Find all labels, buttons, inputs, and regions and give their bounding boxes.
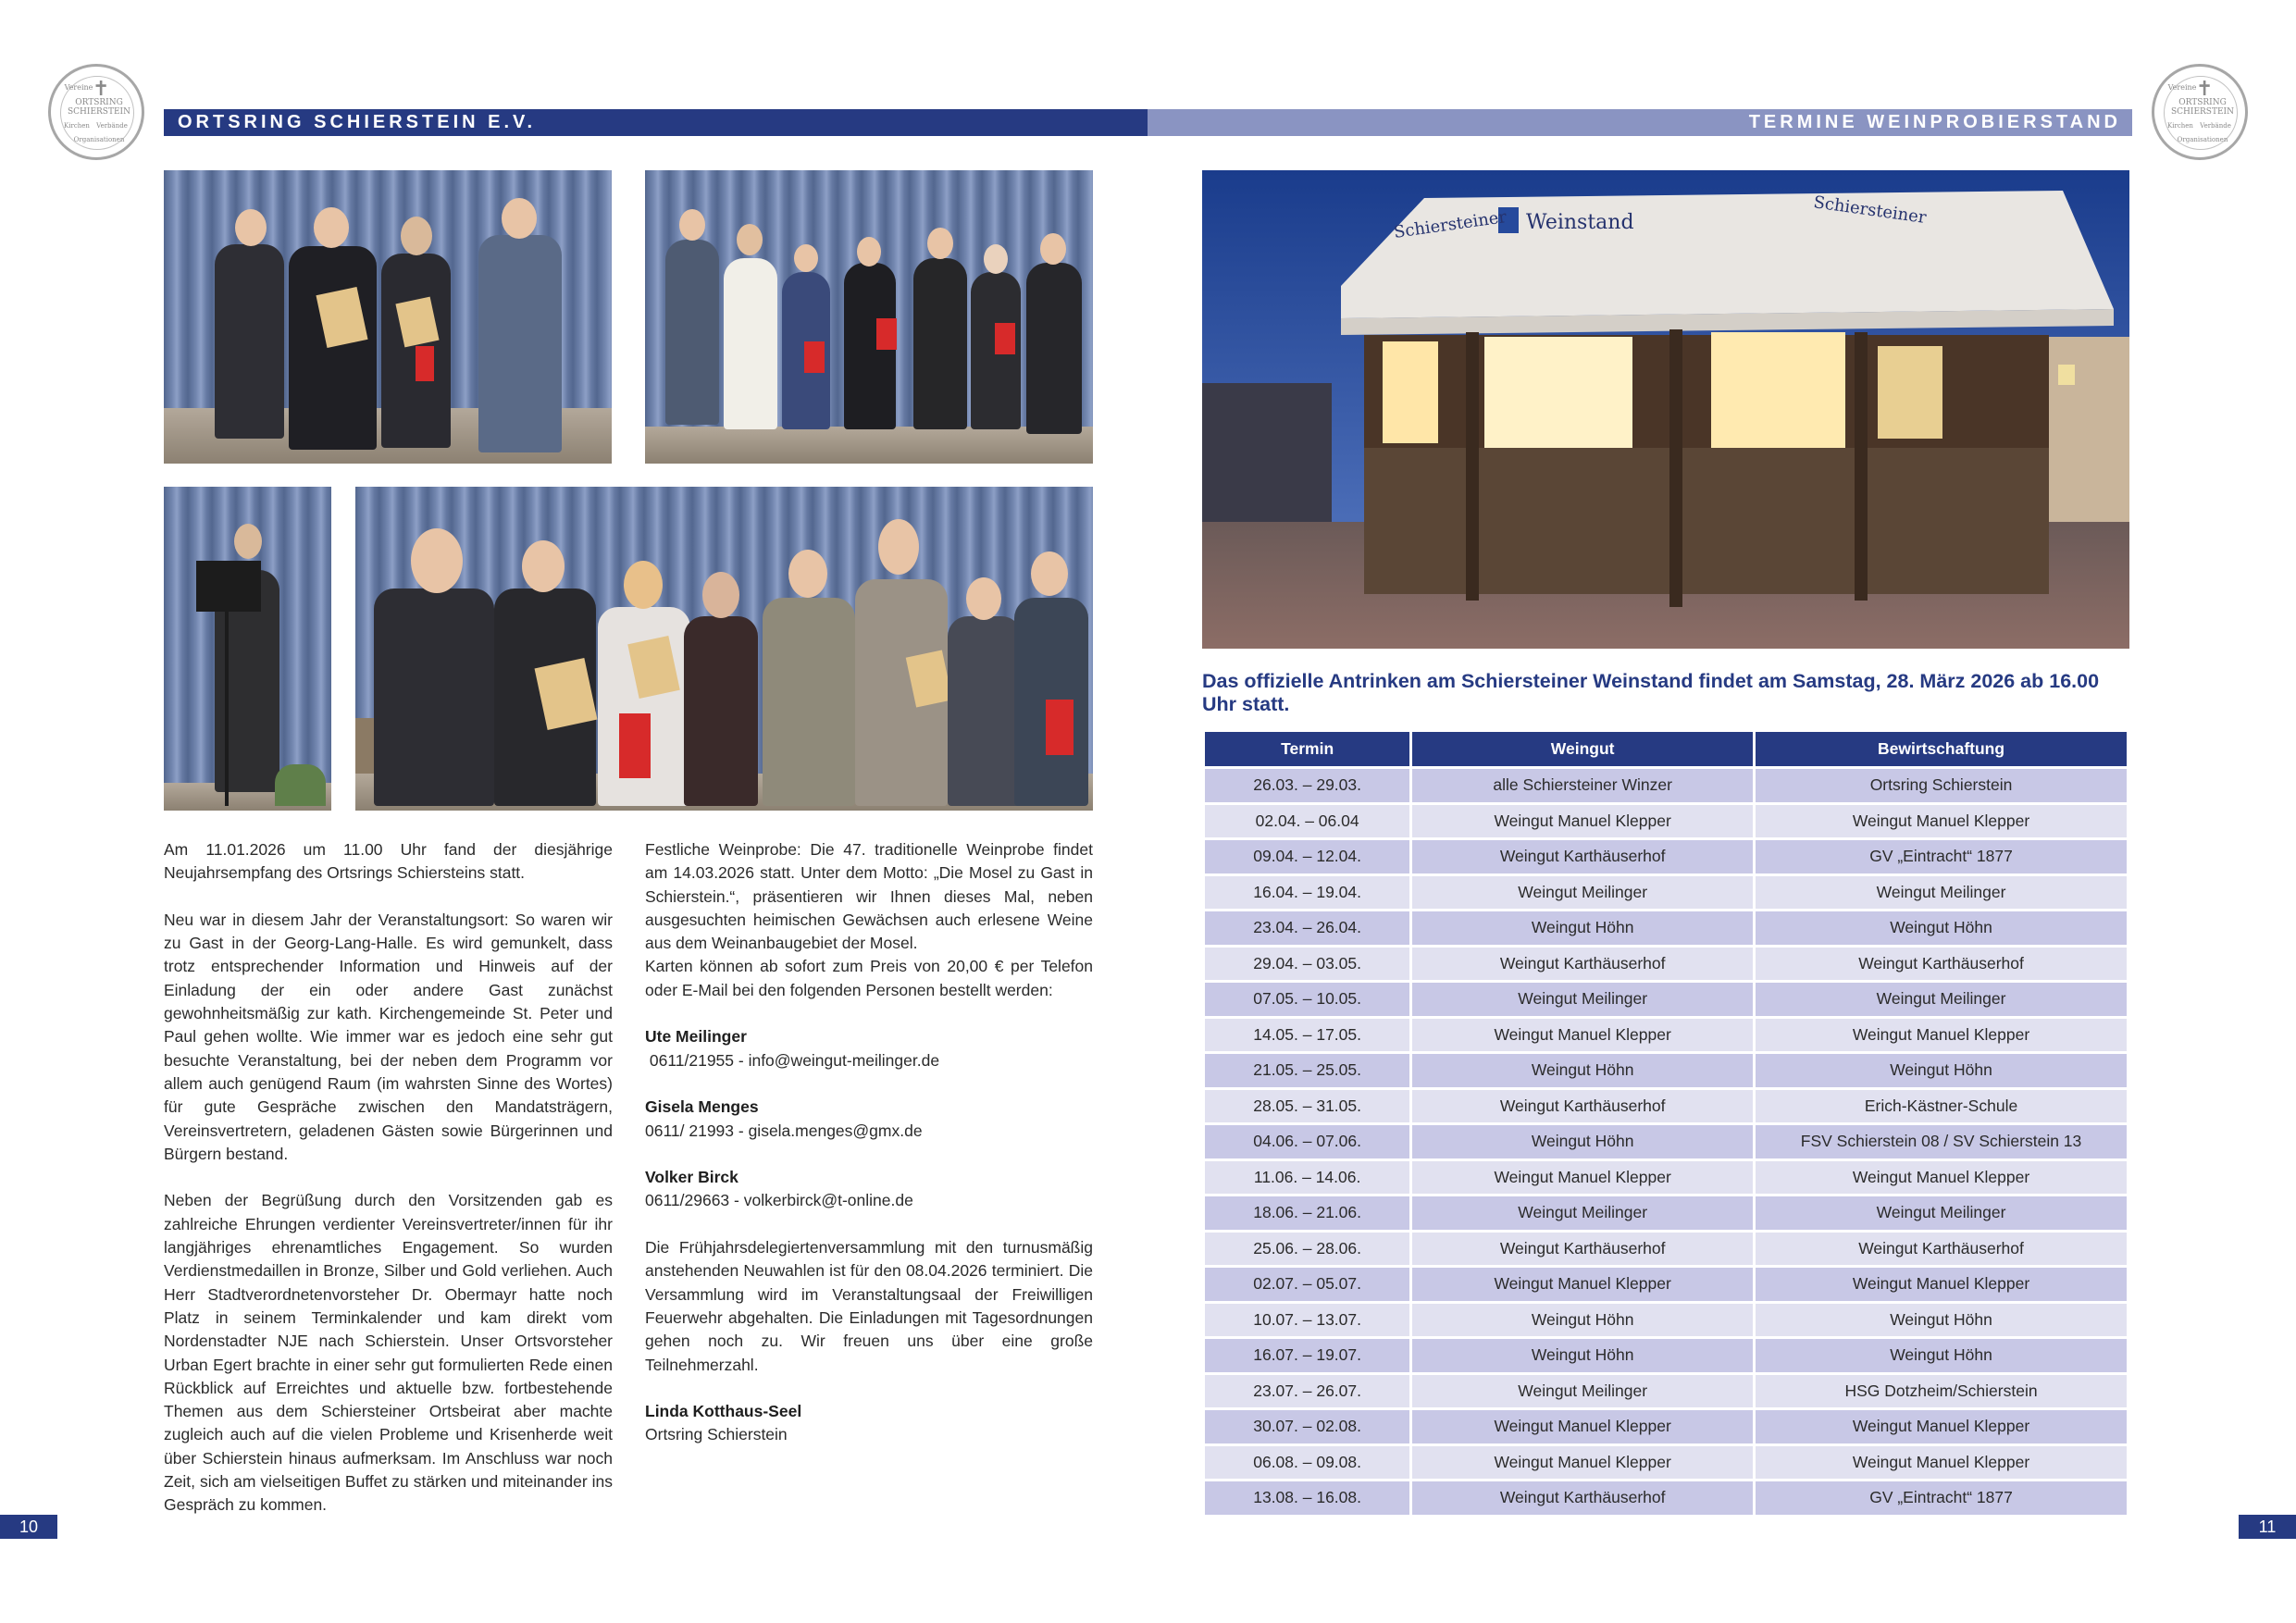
cell-weingut: Weingut Meilinger (1412, 983, 1753, 1019)
cell-bewirtschaftung: Erich-Kästner-Schule (1756, 1090, 2127, 1126)
table-row (1205, 840, 2127, 876)
cell-bewirtschaftung: Weingut Höhn (1756, 911, 2127, 948)
paragraph: Neu war in diesem Jahr der Veranstaltungsort: So waren wir zu Gast in der Georg-Lang-Halle. Es wird gemunkelt, dass trotz entsprechender Information und Hinweis auf der Einladung der ein oder andere Gast zunächst gewohnheitsmäßig zur kath. Kirchengemeinde St. Peter und Paul gehen wollte. Wie immer war es jedoch eine sehr gut besuchte Veranstaltung, bei der neben dem Programm vor allem auch genügend Raum (im wahrsten Sinne des Wortes) für gute Gespräche zwischen den Mandatsträgern, Vereinsvertretern, geladenen Gästen sowie Bürgerinnen und Bürgern bestand. (164, 910, 613, 1163)
contact-name: Ute Meilinger (645, 1027, 747, 1047)
cell-bewirtschaftung: FSV Schierstein 08 / SV Schierstein 13 (1756, 1125, 2127, 1161)
signature-org: Ortsring Schierstein (645, 1425, 788, 1444)
cell-weingut: alle Schiersteiner Winzer (1412, 769, 1753, 805)
table-row (1205, 1233, 2127, 1269)
cell-weingut: Weingut Manuel Klepper (1412, 1410, 1753, 1446)
table-row (1205, 1375, 2127, 1411)
cell-weingut: Weingut Höhn (1412, 1304, 1753, 1340)
cell-bewirtschaftung: Weingut Karthäuserhof (1756, 948, 2127, 984)
cell-termin: 10.07. – 13.07. (1205, 1304, 1409, 1340)
cell-termin: 30.07. – 02.08. (1205, 1410, 1409, 1446)
svg-text:Schiersteiner: Schiersteiner (1392, 207, 1508, 242)
paragraph-weinprobe: Festliche Weinprobe: Die 47. traditionelle Weinprobe findet am 14.03.2026 statt. Unter dem Motto: „Die Mosel zu Gast in Schierstein.“, präsentieren wir Ihnen dieses Mal, neben ausgesuchten heimischen Gewächsen auch erlesene Weine aus dem Weinanbaugebiet der Mosel. (645, 840, 1093, 953)
cell-weingut: Weingut Meilinger (1412, 1375, 1753, 1411)
contact-name: Gisela Menges (645, 1097, 759, 1117)
cell-bewirtschaftung: GV „Eintracht“ 1877 (1756, 1481, 2127, 1518)
cell-weingut: Weingut Meilinger (1412, 876, 1753, 912)
cell-termin: 21.05. – 25.05. (1205, 1054, 1409, 1090)
photo-speaker-podium (164, 487, 331, 811)
page-number-left: 10 (0, 1515, 57, 1539)
header-title-left: ORTSRING SCHIERSTEIN E.V. (178, 112, 537, 132)
cell-termin: 29.04. – 03.05. (1205, 948, 1409, 984)
cell-weingut: Weingut Manuel Klepper (1412, 1446, 1753, 1482)
cell-termin: 16.07. – 19.07. (1205, 1339, 1409, 1375)
cell-termin: 25.06. – 28.06. (1205, 1233, 1409, 1269)
cell-bewirtschaftung: Weingut Höhn (1756, 1339, 2127, 1375)
photo-weinstand-booth (1202, 170, 2129, 649)
cell-termin: 23.04. – 26.04. (1205, 911, 1409, 948)
table-row (1205, 1161, 2127, 1197)
table-row (1205, 1339, 2127, 1375)
cell-weingut: Weingut Höhn (1412, 911, 1753, 948)
ortsring-seal-logo-right: ✝ ORTSRING SCHIERSTEIN Vereine Kirchen Verbände Organisationen (2152, 64, 2248, 160)
cell-bewirtschaftung: Weingut Manuel Klepper (1756, 1410, 2127, 1446)
article-column-neujahrsempfang (164, 838, 613, 1518)
cell-weingut: Weingut Karthäuserhof (1412, 1090, 1753, 1126)
table-row (1205, 1268, 2127, 1304)
cell-weingut: Weingut Manuel Klepper (1412, 1161, 1753, 1197)
cell-weingut: Weingut Karthäuserhof (1412, 840, 1753, 876)
cell-termin: 11.06. – 14.06. (1205, 1161, 1409, 1197)
cell-weingut: Weingut Karthäuserhof (1412, 948, 1753, 984)
header-title-right: TERMINE WEINPROBIERSTAND (1748, 112, 2121, 132)
column-header-termin: Termin (1205, 732, 1409, 769)
cell-bewirtschaftung: Weingut Höhn (1756, 1304, 2127, 1340)
cell-bewirtschaftung: GV „Eintracht“ 1877 (1756, 840, 2127, 876)
cell-termin: 06.08. – 09.08. (1205, 1446, 1409, 1482)
table-row (1205, 1481, 2127, 1518)
cell-bewirtschaftung: Weingut Karthäuserhof (1756, 1233, 2127, 1269)
table-row (1205, 1446, 2127, 1482)
cross-icon: ✝ (93, 78, 110, 101)
cell-weingut: Weingut Manuel Klepper (1412, 1268, 1753, 1304)
column-header-bewirtschaftung: Bewirtschaftung (1756, 732, 2127, 769)
cell-bewirtschaftung: Weingut Manuel Klepper (1756, 1161, 2127, 1197)
cell-termin: 16.04. – 19.04. (1205, 876, 1409, 912)
cell-weingut: Weingut Höhn (1412, 1125, 1753, 1161)
ortsring-seal-logo-left: ✝ ORTSRING SCHIERSTEIN Vereine Kirchen Verbände Organisationen (48, 64, 144, 160)
cell-bewirtschaftung: Weingut Manuel Klepper (1756, 805, 2127, 841)
schedule-headline: Das offizielle Antrinken am Schiersteiner Weinstand findet am Samstag, 28. März 2026 ab 16.00 Uhr statt. (1202, 670, 2100, 715)
table-row (1205, 1196, 2127, 1233)
photo-honorees-large-group (355, 487, 1093, 811)
cell-bewirtschaftung: Weingut Höhn (1756, 1054, 2127, 1090)
cross-icon: ✝ (2196, 78, 2214, 101)
table-row (1205, 1125, 2127, 1161)
cell-termin: 09.04. – 12.04. (1205, 840, 1409, 876)
cell-weingut: Weingut Meilinger (1412, 1196, 1753, 1233)
cell-termin: 23.07. – 26.07. (1205, 1375, 1409, 1411)
article-column-weinprobe (645, 838, 1093, 1447)
cell-weingut: Weingut Karthäuserhof (1412, 1233, 1753, 1269)
table-row (1205, 1054, 2127, 1090)
table-row (1205, 1410, 2127, 1446)
column-header-weingut: Weingut (1412, 732, 1753, 769)
cell-bewirtschaftung: Weingut Meilinger (1756, 876, 2127, 912)
svg-text:Schiersteiner: Schiersteiner (1812, 192, 1928, 229)
cell-bewirtschaftung: Weingut Meilinger (1756, 1196, 2127, 1233)
cell-bewirtschaftung: Weingut Manuel Klepper (1756, 1446, 2127, 1482)
cell-bewirtschaftung: Weingut Meilinger (1756, 983, 2127, 1019)
table-row (1205, 1304, 2127, 1340)
table-row (1205, 948, 2127, 984)
table-row (1205, 983, 2127, 1019)
cell-weingut: Weingut Karthäuserhof (1412, 1481, 1753, 1518)
cell-bewirtschaftung: Weingut Manuel Klepper (1756, 1268, 2127, 1304)
contact-name: Volker Birck (645, 1168, 738, 1187)
photo-honorees-group (645, 170, 1093, 464)
contact-detail: 0611/29663 - volkerbirck@t-online.de (645, 1191, 913, 1210)
paragraph: Am 11.01.2026 um 11.00 Uhr fand der diesjährige Neujahrsempfang des Ortsrings Schiersteins statt. (164, 840, 613, 883)
cell-weingut: Weingut Manuel Klepper (1412, 805, 1753, 841)
table-row (1205, 1090, 2127, 1126)
photo-honorees-four (164, 170, 612, 464)
paragraph: Neben der Begrüßung durch den Vorsitzenden gab es zahlreiche Ehrungen verdienter Vereinsvertreter/innen für ihr langjähriges ehrenamtliches Engagement. So wurden Verdienstmedaillen in Bronze, Silber und Gold verliehen. Auch Herr Stadtverordnetenvorsteher Dr. Obermayr hatte noch Platz in seinem Terminkalender und kam direkt vom Nordenstadter NJE nach Schierstein. Unser Ortsvorsteher Urban Egert brachte in einer sehr gut formulierten Rede einen Rückblick auf Erreichtes und aktuelle bzw. fortbestehende Themen aus dem Schiersteiner Ortsbeirat aber machte zugleich auch auf die vielen Probleme und Krisenherde weit über Schierstein hinaus aufmerksam. Im Anschluss war noch Zeit, sich am vielseitigen Buffet zu stärken und miteinander ins Gespräch zu kommen. (164, 1191, 613, 1515)
cell-termin: 07.05. – 10.05. (1205, 983, 1409, 1019)
cell-bewirtschaftung: Ortsring Schierstein (1756, 769, 2127, 805)
cell-weingut: Weingut Manuel Klepper (1412, 1019, 1753, 1055)
cell-termin: 26.03. – 29.03. (1205, 769, 1409, 805)
signature-name: Linda Kotthaus-Seel (645, 1402, 802, 1421)
cell-termin: 02.04. – 06.04 (1205, 805, 1409, 841)
cell-termin: 02.07. – 05.07. (1205, 1268, 1409, 1304)
header-banner-right (1148, 109, 2132, 136)
table-row (1205, 805, 2127, 841)
cell-weingut: Weingut Höhn (1412, 1339, 1753, 1375)
cell-termin: 13.08. – 16.08. (1205, 1481, 1409, 1518)
table-header-row (1205, 732, 2127, 769)
cell-bewirtschaftung: HSG Dotzheim/Schierstein (1756, 1375, 2127, 1411)
contact-detail: 0611/21955 - info@weingut-meilinger.de (645, 1050, 940, 1070)
cell-termin: 28.05. – 31.05. (1205, 1090, 1409, 1126)
schedule-table (1202, 732, 2129, 1518)
table-row (1205, 769, 2127, 805)
cell-termin: 18.06. – 21.06. (1205, 1196, 1409, 1233)
paragraph-versammlung: Die Frühjahrsdelegiertenversammlung mit den turnusmäßig anstehenden Neuwahlen ist für den 08.04.2026 terminiert. Die Versammlung wird im Veranstaltungsaal der Freiwilligen Feuerwehr abgehalten. Die Einladungen mit Tagesordnungen gehen noch zu. Wir freuen uns über eine große Teilnehmerzahl. (645, 1238, 1093, 1374)
header-banner-left (164, 109, 1148, 136)
cell-termin: 14.05. – 17.05. (1205, 1019, 1409, 1055)
table-row (1205, 911, 2127, 948)
table-row (1205, 1019, 2127, 1055)
contact-detail: 0611/ 21993 - gisela.menges@gmx.de (645, 1121, 923, 1140)
cell-termin: 04.06. – 07.06. (1205, 1125, 1409, 1161)
cell-weingut: Weingut Höhn (1412, 1054, 1753, 1090)
cell-bewirtschaftung: Weingut Manuel Klepper (1756, 1019, 2127, 1055)
table-row (1205, 876, 2127, 912)
svg-text:Weinstand: Weinstand (1526, 211, 1634, 234)
paragraph-karten: Karten können ab sofort zum Preis von 20,00 € per Telefon oder E-Mail bei den folgenden Personen bestellt werden: (645, 957, 1093, 999)
page-number-right: 11 (2239, 1515, 2296, 1539)
